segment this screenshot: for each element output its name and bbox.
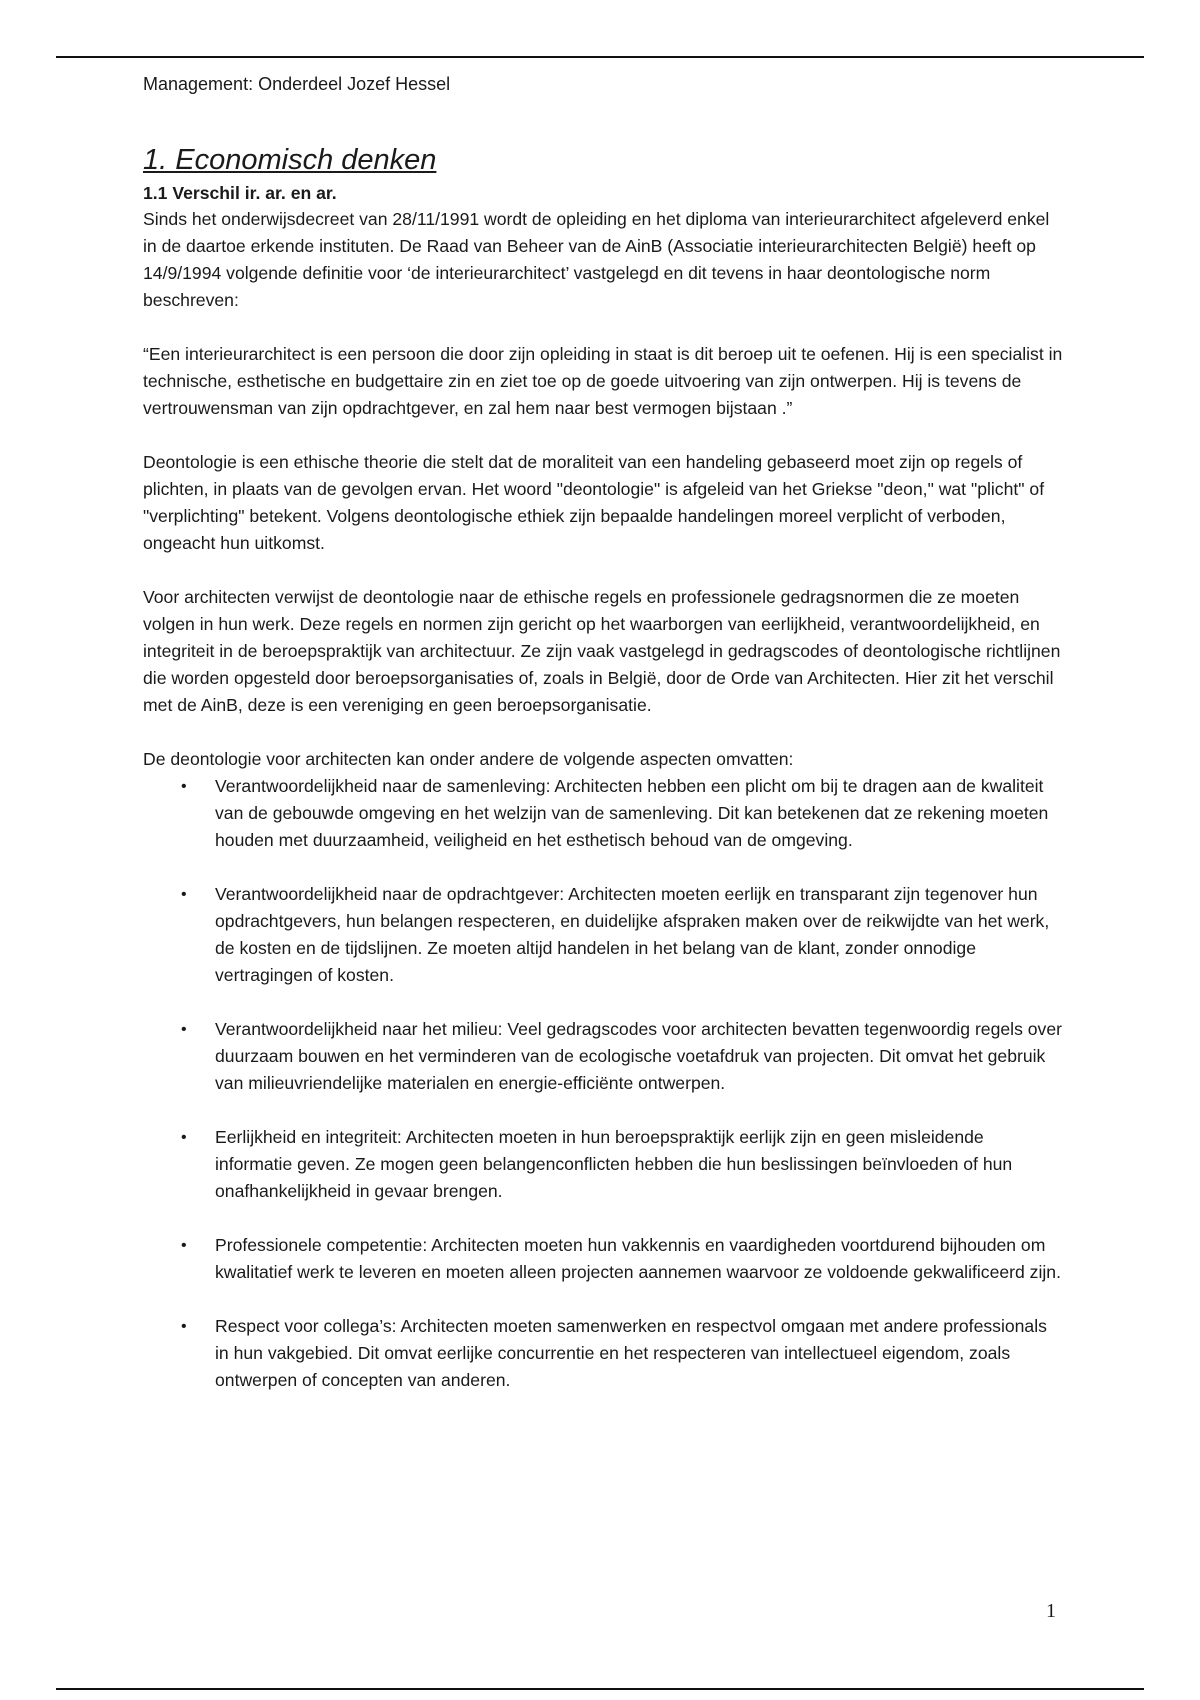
list-item	[181, 1232, 1063, 1286]
footer-rule	[56, 1688, 1144, 1690]
subsection-title: 1.1 Verschil ir. ar. en ar.	[143, 183, 337, 203]
list-item	[181, 1124, 1063, 1205]
page-number: 1	[1046, 1600, 1056, 1622]
list-item	[181, 1313, 1063, 1394]
bullet-icon: •	[181, 886, 187, 903]
paragraph-intro: Sinds het onderwijsdecreet van 28/11/1991 wordt de opleiding en het diploma van interieurarchitect afgeleverd enkel in de daartoe erkende instituten. De Raad van Beheer van de AinB (Associatie interieurarchitecten België) heeft op 14/9/1994 volgende definitie voor ‘de interieurarchitect’ vastgelegd en dit tevens in haar deontologische norm beschreven:	[143, 209, 1050, 310]
list-item	[181, 773, 1063, 854]
bullet-icon: •	[181, 778, 187, 795]
aspects-list	[143, 773, 1063, 1394]
running-header: Management: Onderdeel Jozef Hessel	[143, 74, 451, 94]
list-item-text: Professionele competentie: Architecten moeten hun vakkennis en vaardigheden voortdurend bijhouden om kwalitatief werk te leveren en moeten alleen projecten aannemen waarvoor ze voldoende gekwalificeerd zijn.	[215, 1235, 1061, 1282]
paragraph-definition-quote: “Een interieurarchitect is een persoon die door zijn opleiding in staat is dit beroep uit te oefenen. Hij is een specialist in technische, esthetische en budgettaire zin en ziet toe op de goede uitvoering van zijn ontwerpen. Hij is tevens de vertrouwensman van zijn opdrachtgever, en zal hem naar best vermogen bijstaan .”	[143, 344, 1063, 418]
list-item	[181, 1016, 1063, 1097]
section-title: 1. Economisch denken	[143, 144, 437, 176]
bullet-icon: •	[181, 1318, 187, 1335]
bullet-icon: •	[181, 1237, 187, 1254]
paragraph-deontology: Deontologie is een ethische theorie die stelt dat de moraliteit van een handeling gebaseerd moet zijn op regels of plichten, in plaats van de gevolgen ervan. Het woord "deontologie" is afgeleid van het Griekse "deon," wat "plicht" of "verplichting" betekent. Volgens deontologische ethiek zijn bepaalde handelingen moreel verplicht of verboden, ongeacht hun uitkomst.	[143, 452, 1045, 553]
paragraph-architects: Voor architecten verwijst de deontologie naar de ethische regels en professionele gedragsnormen die ze moeten volgen in hun werk. Deze regels en normen zijn gericht op het waarborgen van eerlijkheid, verantwoordelijkheid, en integriteit in de beroepspraktijk van architectuur. Ze zijn vaak vastgelegd in gedragscodes of deontologische richtlijnen die worden opgesteld door beroepsorganisaties of, zoals in België, door de Orde van Architecten. Hier zit het verschil met de AinB, deze is een vereniging en geen beroepsorganisatie.	[143, 587, 1061, 715]
list-item-text: Eerlijkheid en integriteit: Architecten moeten in hun beroepspraktijk eerlijk zijn en geen misleidende informatie geven. Ze mogen geen belangenconflicten hebben die hun beslissingen beïnvloeden of hun onafhankelijkheid in gevaar brengen.	[215, 1127, 1013, 1201]
bullet-icon: •	[181, 1129, 187, 1146]
header-rule	[56, 56, 1144, 58]
list-item-text: Verantwoordelijkheid naar de opdrachtgever: Architecten moeten eerlijk en transparant zijn tegenover hun opdrachtgevers, hun belangen respecteren, en duidelijke afspraken maken over de reikwijdte van het werk, de kosten en de tijdslijnen. Ze moeten altijd handelen in het belang van de klant, zonder onnodige vertragingen of kosten.	[215, 884, 1050, 985]
list-item-text: Respect voor collega’s: Architecten moeten samenwerken en respectvol omgaan met andere professionals in hun vakgebied. Dit omvat eerlijke concurrentie en het respecteren van intellectueel eigendom, zoals ontwerpen of concepten van anderen.	[215, 1316, 1047, 1390]
list-intro: De deontologie voor architecten kan onder andere de volgende aspecten omvatten:	[143, 749, 794, 769]
bullet-icon: •	[181, 1021, 187, 1038]
document-body	[143, 142, 1063, 1421]
list-item-text: Verantwoordelijkheid naar het milieu: Veel gedragscodes voor architecten bevatten tegenwoordig regels over duurzaam bouwen en het verminderen van de ecologische voetafdruk van projecten. Dit omvat het gebruik van milieuvriendelijke materialen en energie-efficiënte ontwerpen.	[215, 1019, 1062, 1093]
list-item	[181, 881, 1063, 989]
list-item-text: Verantwoordelijkheid naar de samenleving: Architecten hebben een plicht om bij te dragen aan de kwaliteit van de gebouwde omgeving en het welzijn van de samenleving. Dit kan betekenen dat ze rekening moeten houden met duurzaamheid, veiligheid en het esthetisch behoud van de omgeving.	[215, 776, 1049, 850]
